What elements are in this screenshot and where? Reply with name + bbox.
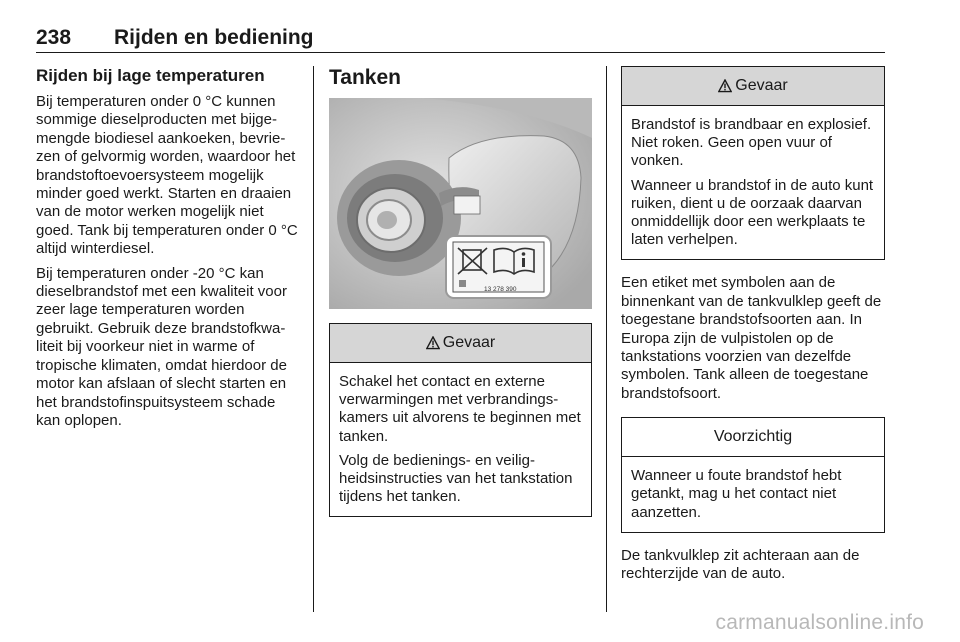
danger-box-title: Gevaar <box>735 77 788 94</box>
section-heading-cold: Rijden bij lage temperaturen <box>36 66 265 85</box>
column-right <box>621 66 885 612</box>
danger-box-body <box>330 363 591 516</box>
danger-box-header <box>622 67 884 106</box>
caution-box-body <box>622 457 884 532</box>
danger-box-body <box>622 106 884 259</box>
page-header <box>36 26 885 53</box>
paragraph: Brandstof is brandbaar en explosief. Niet roken. Geen open vuur of vonken. <box>631 116 872 170</box>
column-divider <box>606 66 607 612</box>
column-left <box>36 66 300 612</box>
label-part-number: 13 278 390 <box>484 286 517 293</box>
paragraph: Een etiket met symbolen aan de binnenkant van de tankvulklep geeft de toegestane brandstofsoorten aan. In Europa zijn de vulpistolen op de tankstations voorzien van dezelfde symbolen. Tank alleen de toegestane brandstofsoort. <box>621 274 882 402</box>
watermark: carmanualsonline.info <box>715 611 924 634</box>
fuel-flap-photo <box>329 98 592 309</box>
page-number: 238 <box>36 26 72 49</box>
paragraph: Wanneer u brandstof in de auto kunt ruiken, dient u de oorzaak daarvan onmiddellijk door een werkplaats te laten verhelpen. <box>631 176 874 249</box>
danger-box <box>621 66 885 260</box>
paragraph: Volg de bedienings- en veiligheidsinstructies van het tankstation tijdens het tanken. <box>339 451 573 506</box>
paragraph: Wanneer u foute brandstof hebt getankt, mag u het contact niet aanzetten. <box>631 467 842 521</box>
paragraph: De tankvulklep zit achteraan aan de rechterzijde van de auto. <box>621 546 860 583</box>
danger-box-title: Gevaar <box>442 334 496 351</box>
paragraph: Schakel het contact en externe verwarmingen met verbrandingskamers uit alvorens te beginnen met tanken. <box>339 373 581 445</box>
warning-triangle-icon <box>426 336 440 350</box>
danger-box-header <box>330 324 591 363</box>
danger-box <box>329 323 592 517</box>
caution-box-header <box>622 418 884 457</box>
chapter-title: Rijden en bediening <box>114 26 314 49</box>
paragraph: Bij temperaturen onder -20 °C kan dieselbrandstof met een kwaliteit voor zeer lage temperaturen worden gebruikt. Gebruik deze brandstofkwaliteit bij voorkeur niet in warme of tropische klimaten, omdat hierdoor de motor kan afslaan of slecht starten en het brandstofinspuitsysteem schade kan oplopen. <box>36 264 287 429</box>
column-middle <box>329 66 592 612</box>
warning-triangle-icon <box>718 79 732 93</box>
paragraph: Bij temperaturen onder 0 °C kunnen sommige dieselproducten met bijgemengde biodiesel aankoeken, bevriezen of gelvormig worden, waardoor het brandstoftoevoersysteem mogelijk minder goed werkt. Starten en draaien van de motor werken mogelijk niet goed. Tank bij temperaturen onder 0 °C altijd winterdiesel. <box>36 93 298 258</box>
caution-box-title: Voorzichtig <box>713 428 793 446</box>
caution-box <box>621 417 885 533</box>
section-title-tanken: Tanken <box>329 66 401 89</box>
column-divider <box>313 66 314 612</box>
